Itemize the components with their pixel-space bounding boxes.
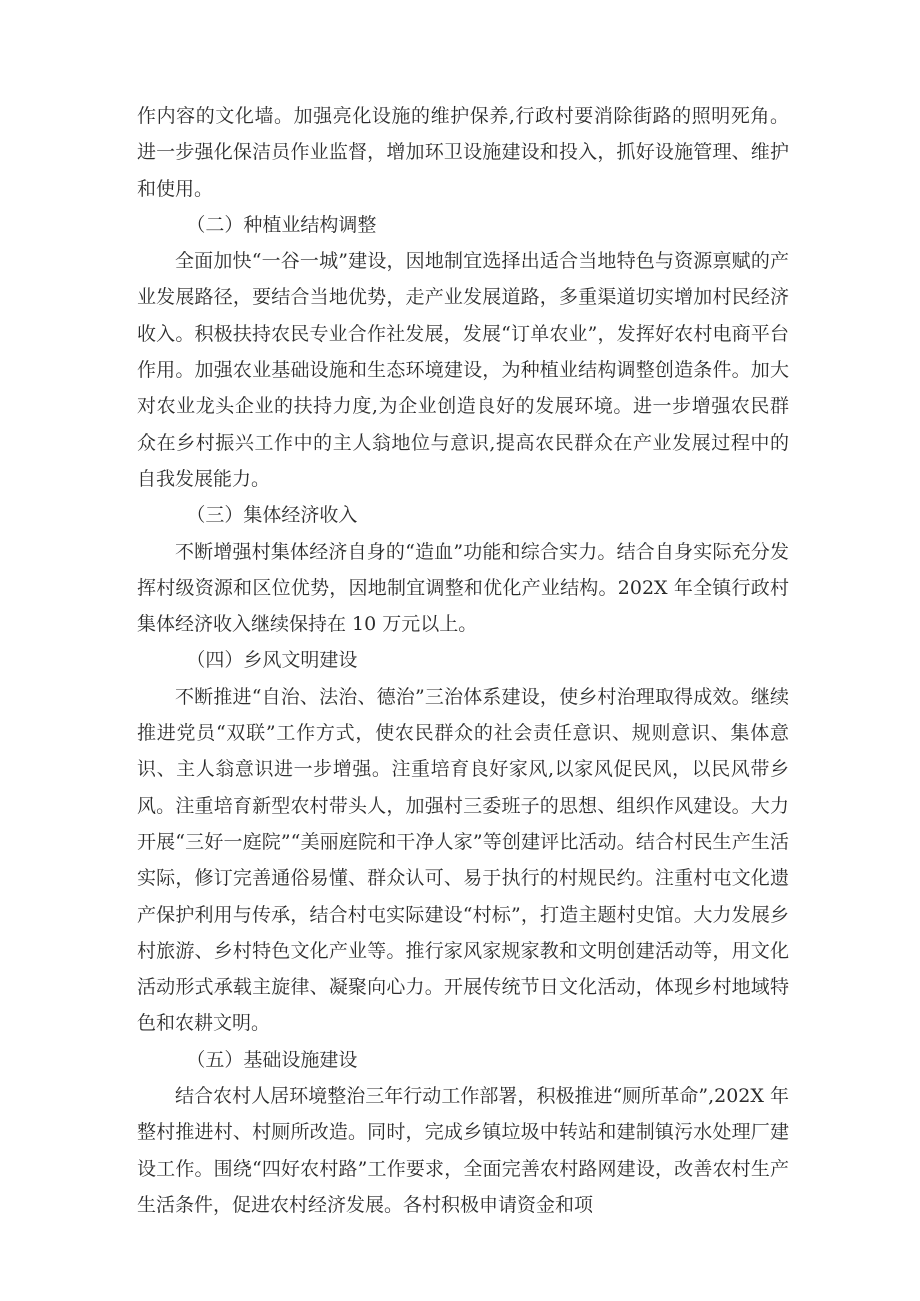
section-heading-planting: （二）种植业结构调整 [186,213,377,236]
paragraph-infrastructure: 结合农村人居环境整治三年行动工作部署，积极推进“厕所革命”,202X 年整村推进村、村厕所改造。同时，完成乡镇垃圾中转站和建制镇污水处理厂建设工作。围绕“四好农村路”工作要求，全面完善农村路网建设，改善农村生产生活条件，促进农村经济发展。各村积极申请资金和项 [137,1085,789,1216]
document-page [137,98,789,1223]
section-heading-collective-economy: （三）集体经济收入 [186,504,358,527]
paragraph-collective-economy: 不断增强村集体经济自身的“造血”功能和综合实力。结合自身实际充分发挥村级资源和区位优势，因地制宜调整和优化产业结构。202X 年全镇行政村集体经济收入继续保持在 10 万元以上。 [137,540,789,636]
paragraph-continued: 作内容的文化墙。加强亮化设施的维护保养,行政村要消除街路的照明死角。进一步强化保洁员作业监督，增加环卫设施建设和投入，抓好设施管理、维护和使用。 [137,105,789,200]
section-heading-infrastructure: （五）基础设施建设 [186,1048,358,1071]
section-heading-rural-civilization: （四）乡风文明建设 [186,649,358,672]
paragraph-planting: 全面加快“一谷一城”建设，因地制宜选择出适合当地特色与资源禀赋的产业发展路径，要结合当地优势，走产业发展道路，多重渠道切实增加村民经济收入。积极扶持农民专业合作社发展，发展“订单农业”，发挥好农村电商平台作用。加强农业基础设施和生态环境建设，为种植业结构调整创造条件。加大对农业龙头企业的扶持力度,为企业创造良好的发展环境。进一步增强农民群众在乡村振兴工作中的主人翁地位与意识,提高农民群众在产业发展过程中的自我发展能力。 [137,250,789,490]
paragraph-rural-civilization: 不断推进“自治、法治、德治”三治体系建设，使乡村治理取得成效。继续推进党员“双联”工作方式，使农民群众的社会责任意识、规则意识、集体意识、主人翁意识进一步增强。注重培育良好家风,以家风促民风，以民风带乡风。注重培育新型农村带头人，加强村三委班子的思想、组织作风建设。大力开展“三好一庭院”“美丽庭院和干净人家”等创建评比活动。结合村民生产生活实际，修订完善通俗易懂、群众认可、易于执行的村规民约。注重村屯文化遗产保护利用与传承，结合村屯实际建设“村标”，打造主题村史馆。大力发展乡村旅游、乡村特色文化产业等。推行家风家规家教和文明创建活动等，用文化活动形式承载主旋律、凝聚向心力。开展传统节日文化活动，体现乡村地域特色和农耕文明。 [137,685,789,1035]
